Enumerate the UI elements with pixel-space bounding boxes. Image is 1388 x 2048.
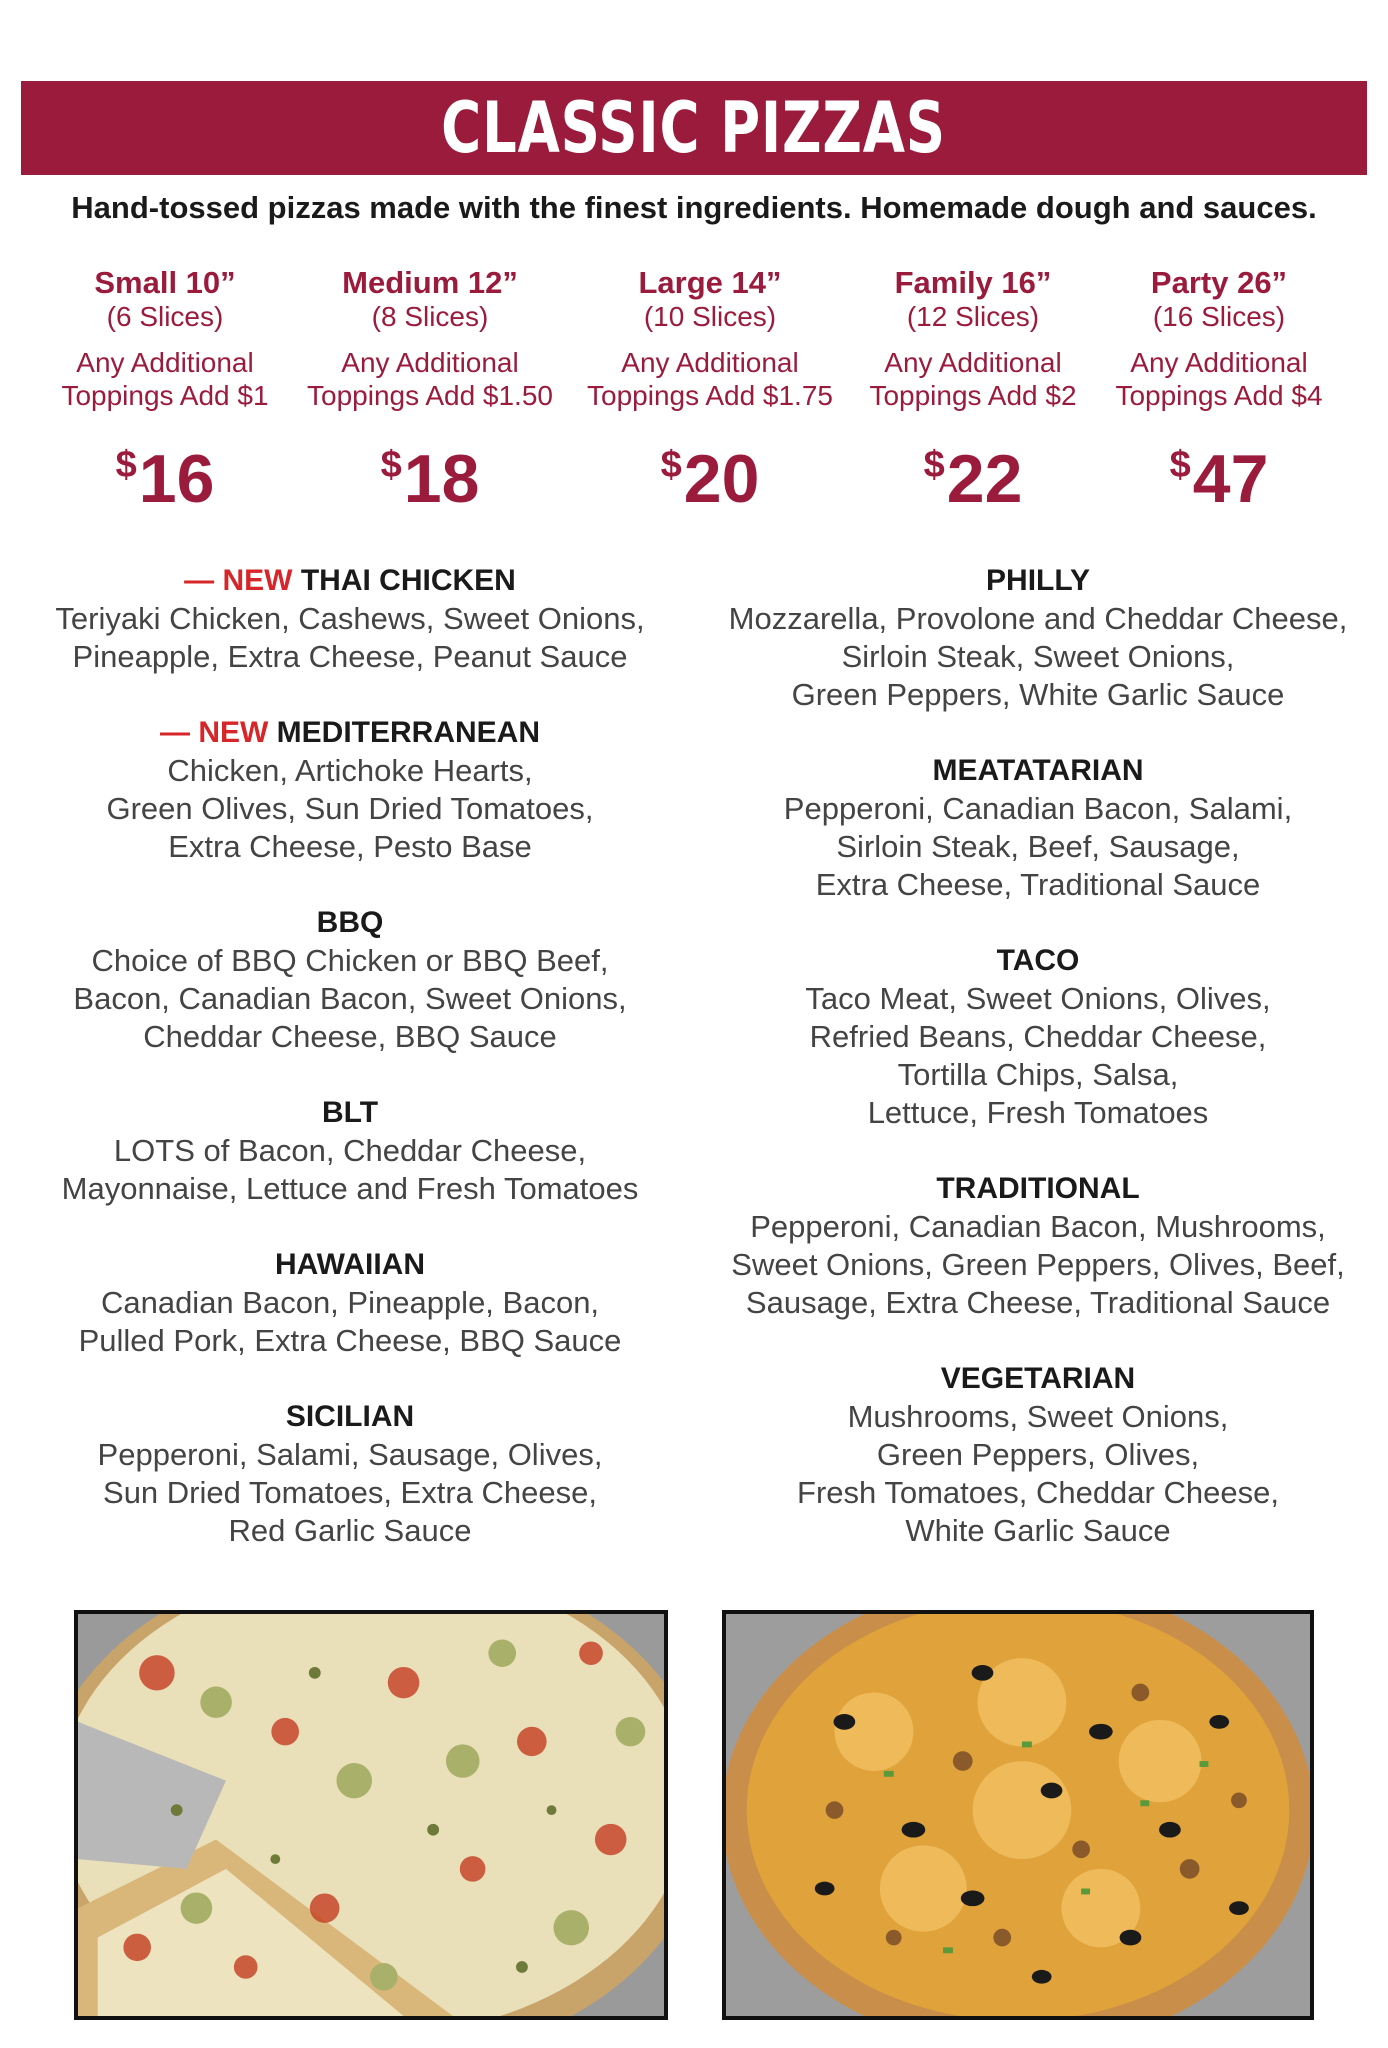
price-value: 47: [1192, 441, 1269, 517]
menu-item-desc: Mayonnaise, Lettuce and Fresh Tomatoes: [61, 1171, 639, 1206]
title-banner: [21, 81, 1367, 175]
menu-item-title: BLT: [321, 1096, 379, 1129]
menu-item-desc: Chicken, Artichoke Hearts,: [167, 753, 533, 788]
size-price-row: [0, 265, 1388, 525]
menu-item-title: THAI CHICKEN: [300, 564, 516, 597]
price-currency: $: [660, 444, 682, 486]
size-family: [838, 265, 1108, 517]
size-price: [295, 430, 565, 517]
size-name: Medium 12”: [342, 265, 518, 300]
menu-item-sicilian: [30, 1398, 670, 1550]
page-subtitle: Hand-tossed pizzas made with the finest ingredients. Homemade dough and sauces.: [71, 190, 1317, 225]
size-topping-note: [295, 346, 565, 412]
topping-note-line: Any Additional: [341, 347, 519, 378]
menu-item-desc: Extra Cheese, Pesto Base: [168, 829, 532, 864]
size-slices: (8 Slices): [371, 301, 489, 332]
menu-item-desc: Green Olives, Sun Dried Tomatoes,: [106, 791, 594, 826]
menu-item-desc: Mozzarella, Provolone and Cheddar Cheese,: [728, 601, 1348, 636]
menu-item-title: HAWAIIAN: [275, 1248, 425, 1281]
menu-item-hawaiian: [30, 1246, 670, 1360]
menu-item-desc: Pepperoni, Salami, Sausage, Olives,: [97, 1437, 603, 1472]
menu-item-blt: [30, 1094, 670, 1208]
pizza-photo-taco: [722, 1610, 1314, 2020]
menu-item-desc: Extra Cheese, Traditional Sauce: [815, 867, 1261, 902]
topping-note-line: Any Additional: [884, 347, 1062, 378]
topping-note-line: Toppings Add $4: [1115, 380, 1323, 411]
menu-item-title: MEDITERRANEAN: [276, 716, 540, 749]
price-currency: $: [923, 444, 945, 486]
menu-item-desc: Sirloin Steak, Sweet Onions,: [841, 639, 1235, 674]
menu-item-desc: Taco Meat, Sweet Onions, Olives,: [805, 981, 1271, 1016]
topping-note-line: Any Additional: [1130, 347, 1308, 378]
size-topping-note: [30, 346, 300, 412]
size-topping-note: [1084, 346, 1354, 412]
size-name: Party 26”: [1150, 265, 1288, 300]
page-title: CLASSIC PIZZAS: [441, 87, 947, 169]
menu-item-bbq: [30, 904, 670, 1056]
topping-note-line: Toppings Add $2: [869, 380, 1077, 411]
menu-item-desc: Sweet Onions, Green Peppers, Olives, Beef,: [731, 1247, 1345, 1282]
menu-item-desc: Pepperoni, Canadian Bacon, Salami,: [783, 791, 1293, 826]
size-large: [575, 265, 845, 517]
topping-note-line: Toppings Add $1.75: [587, 380, 833, 411]
price-value: 20: [683, 441, 760, 517]
pizza-photo-taco-icon: [726, 1614, 1310, 2016]
topping-note-line: Toppings Add $1: [61, 380, 269, 411]
menu-item-vegetarian: [718, 1360, 1358, 1550]
menu-item-desc: Bacon, Canadian Bacon, Sweet Onions,: [73, 981, 627, 1016]
menu-item-desc: Red Garlic Sauce: [228, 1513, 472, 1548]
size-name: Family 16”: [894, 265, 1052, 300]
menu-item-desc: Pepperoni, Canadian Bacon, Mushrooms,: [750, 1209, 1326, 1244]
menu-item-desc: Choice of BBQ Chicken or BBQ Beef,: [91, 943, 609, 978]
size-name: Large 14”: [638, 265, 782, 300]
menu-item-desc: Sirloin Steak, Beef, Sausage,: [836, 829, 1240, 864]
menu-item-desc: Lettuce, Fresh Tomatoes: [867, 1095, 1209, 1130]
price-currency: $: [1169, 444, 1191, 486]
size-topping-note: [838, 346, 1108, 412]
menu-item-desc: LOTS of Bacon, Cheddar Cheese,: [113, 1133, 587, 1168]
menu-item-meatatarian: [718, 752, 1358, 904]
size-medium: [295, 265, 565, 517]
price-value: 18: [403, 441, 480, 517]
menu-item-traditional: [718, 1170, 1358, 1322]
size-slices: (12 Slices): [906, 301, 1040, 332]
menu-item-name: [30, 562, 670, 600]
menu-item-title: SICILIAN: [285, 1400, 415, 1433]
new-badge: — NEW: [159, 716, 269, 749]
menu-item-desc: Refried Beans, Cheddar Cheese,: [809, 1019, 1267, 1054]
menu-item-title: PHILLY: [986, 564, 1090, 597]
pizza-photo-mediterranean: [74, 1610, 668, 2020]
menu-item-desc: Green Peppers, White Garlic Sauce: [791, 677, 1285, 712]
menu-item-desc: Green Peppers, Olives,: [876, 1437, 1200, 1472]
menu-item-desc: Canadian Bacon, Pineapple, Bacon,: [100, 1285, 600, 1320]
topping-note-line: Toppings Add $1.50: [307, 380, 553, 411]
size-topping-note: [575, 346, 845, 412]
menu-item-desc: Mushrooms, Sweet Onions,: [847, 1399, 1229, 1434]
menu-item-desc: White Garlic Sauce: [905, 1513, 1171, 1548]
menu-item-title: BBQ: [316, 906, 384, 939]
price-currency: $: [115, 444, 137, 486]
menu-item-title: TACO: [996, 944, 1080, 977]
size-price: [575, 430, 845, 517]
size-slices: (6 Slices): [106, 301, 224, 332]
size-price: [30, 430, 300, 517]
menu-item-thai-chicken: [30, 562, 670, 676]
menu-item-desc: Fresh Tomatoes, Cheddar Cheese,: [797, 1475, 1279, 1510]
topping-note-line: Any Additional: [76, 347, 254, 378]
size-price: [1084, 430, 1354, 517]
price-value: 22: [946, 441, 1023, 517]
menu-item-desc: Sun Dried Tomatoes, Extra Cheese,: [103, 1475, 597, 1510]
size-slices: (10 Slices): [643, 301, 777, 332]
menu-item-desc: Sausage, Extra Cheese, Traditional Sauce: [745, 1285, 1331, 1320]
menu-item-philly: [718, 562, 1358, 714]
topping-note-line: Any Additional: [621, 347, 799, 378]
menu-item-title: TRADITIONAL: [936, 1172, 1140, 1205]
size-name: Small 10”: [94, 265, 236, 300]
pizza-photo-mediterranean-icon: [78, 1614, 664, 2016]
new-badge: — NEW: [184, 564, 293, 597]
price-value: 16: [138, 441, 215, 517]
menu-item-desc: Pulled Pork, Extra Cheese, BBQ Sauce: [78, 1323, 622, 1358]
menu-column-left: [30, 562, 670, 1588]
size-slices: (16 Slices): [1152, 301, 1286, 332]
size-small: [30, 265, 300, 517]
menu-item-name: [30, 714, 670, 752]
menu-column-right: [718, 562, 1358, 1588]
menu-item-title: MEATATARIAN: [932, 754, 1144, 787]
menu-item-taco: [718, 942, 1358, 1132]
size-price: [838, 430, 1108, 517]
menu-item-desc: Teriyaki Chicken, Cashews, Sweet Onions,: [55, 601, 645, 636]
menu-item-title: VEGETARIAN: [940, 1362, 1136, 1395]
menu-item-mediterranean: [30, 714, 670, 866]
size-party: [1084, 265, 1354, 517]
menu-item-desc: Tortilla Chips, Salsa,: [897, 1057, 1179, 1092]
menu-item-desc: Pineapple, Extra Cheese, Peanut Sauce: [72, 639, 628, 674]
menu-item-desc: Cheddar Cheese, BBQ Sauce: [143, 1019, 557, 1054]
price-currency: $: [380, 444, 402, 486]
